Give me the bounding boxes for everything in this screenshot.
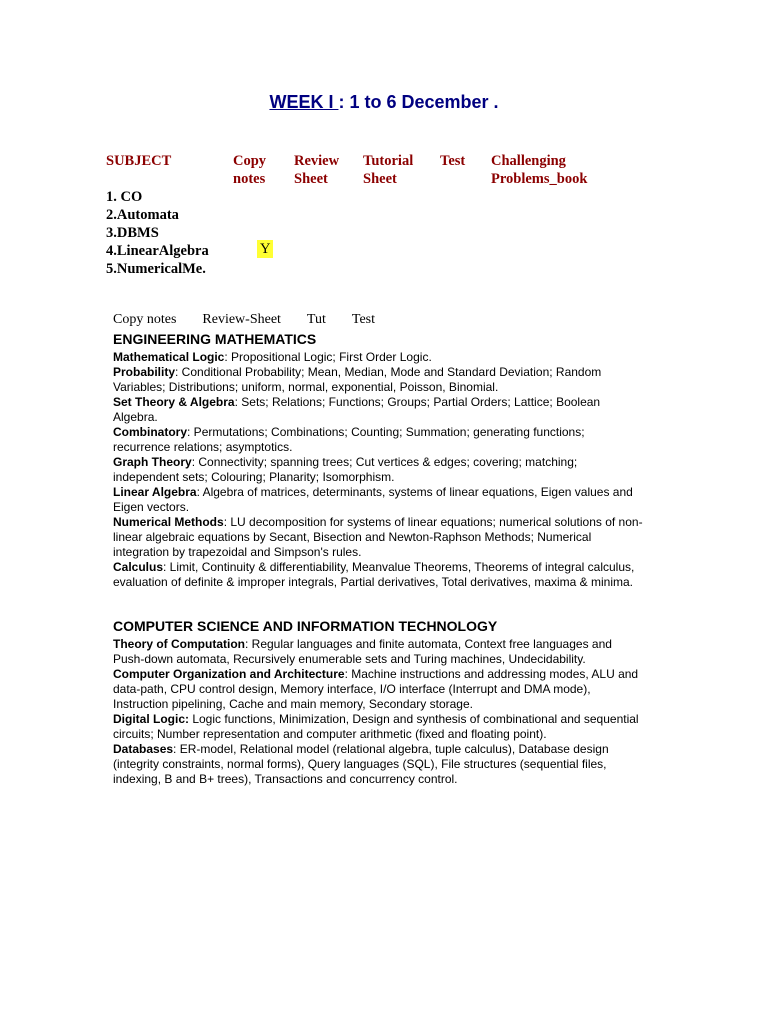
progress-tracker-line: [113, 312, 401, 328]
subject-row: 3.DBMS: [106, 225, 159, 241]
header-tutorial-sheet: Tutorial Sheet: [363, 153, 414, 187]
syllabus-item: Databases: ER-model, Relational model (relational algebra, tuple calculus), Database design (integrity constraints, normal forms), Query languages (SQL), File structures (sequential files, indexing, B and B+ trees), Transactions and concurrency control.: [113, 742, 609, 786]
syllabus-item: Set Theory & Algebra: Sets; Relations; Functions; Groups; Partial Orders; Lattice; Boolean Algebra.: [113, 395, 601, 424]
syllabus-item: Digital Logic: Logic functions, Minimization, Design and synthesis of combinational and sequential circuits; Number representation and computer arithmetic (fixed and floating point).: [113, 712, 639, 741]
syllabus-item: Numerical Methods: LU decomposition for systems of linear equations; numerical solutions of non-linear algebraic equations by Secant, Bisection and Newton-Raphson Methods; Numerical integration by trapezoidal and Simpson's rules.: [113, 515, 643, 559]
subject-row: 4.LinearAlgebra: [106, 243, 209, 259]
tracker-tut: Tut: [306, 312, 326, 327]
syllabus-item: Computer Organization and Architecture: Machine instructions and addressing modes, ALU and data-path, CPU control design, Memory interface, I/O interface (Interrupt and DMA mode), Instruction pipelining, Cache and main memory, Secondary storage.: [113, 667, 639, 711]
tracker-copy-notes: Copy notes: [113, 312, 177, 327]
week-dates: : 1 to 6 December .: [338, 92, 499, 112]
syllabus-item: Combinatory: Permutations; Combinations; Counting; Summation; generating functions; recurrence relations; asymptotics.: [113, 425, 585, 454]
syllabus-item: Graph Theory: Connectivity; spanning trees; Cut vertices & edges; covering; matching; independent sets; Colouring; Planarity; Isomorphism.: [113, 455, 578, 484]
subject-row: 5.NumericalMe.: [106, 261, 206, 277]
syllabus-item: Probability: Conditional Probability; Mean, Median, Mode and Standard Deviation; Random Variables; Distributions; uniform, normal, exponential, Poisson, Binomial.: [113, 365, 602, 394]
header-test: Test: [440, 153, 466, 169]
tracker-review-sheet: Review-Sheet: [202, 312, 281, 327]
engineering-mathematics-section: [113, 331, 643, 590]
tracker-test: Test: [351, 312, 376, 327]
syllabus-item: Theory of Computation: Regular languages and finite automata, Context free languages and Push-down automata, Recursively enumerable sets and Turing machines, Undecidability.: [113, 637, 612, 666]
header-review-sheet: Review Sheet: [294, 153, 340, 187]
section-heading: ENGINEERING MATHEMATICS: [113, 331, 317, 347]
page-title: [0, 92, 768, 113]
syllabus-item: Mathematical Logic: Propositional Logic; First Order Logic.: [113, 350, 432, 364]
syllabus-item: Linear Algebra: Algebra of matrices, determinants, systems of linear equations, Eigen values and Eigen vectors.: [113, 485, 633, 514]
section-heading: COMPUTER SCIENCE AND INFORMATION TECHNOLOGY: [113, 618, 498, 634]
copy-notes-mark: Y: [257, 240, 273, 258]
header-copy-notes: Copy notes: [233, 153, 267, 187]
computer-science-section: [113, 618, 643, 787]
subject-row: 2.Automata: [106, 207, 179, 223]
syllabus-item: Calculus: Limit, Continuity & differentiability, Meanvalue Theorems, Theorems of integral calculus, evaluation of definite & improper integrals, Partial derivatives, Total derivatives, maxima & minima.: [113, 560, 635, 589]
subject-row: 1. CO: [106, 189, 143, 205]
header-subject: SUBJECT: [106, 153, 172, 169]
week-label: WEEK I: [269, 92, 339, 112]
header-challenging-problems: Challenging Problems_book: [491, 153, 588, 187]
